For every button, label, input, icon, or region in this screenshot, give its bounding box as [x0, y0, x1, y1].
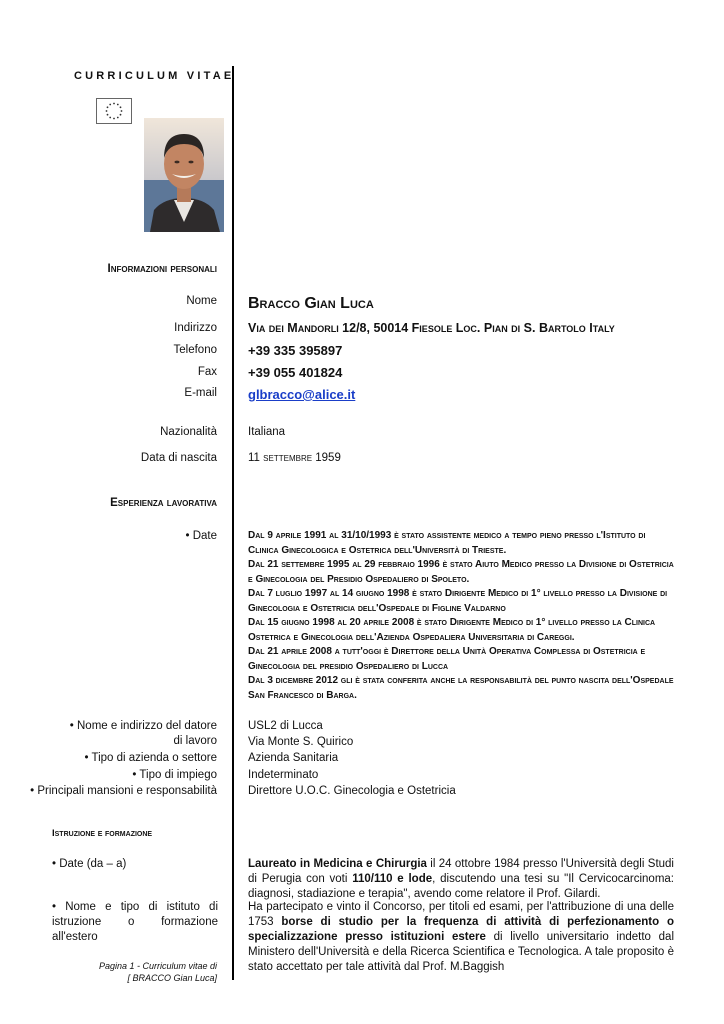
- cv-title: CURRICULUM VITAE: [74, 70, 235, 82]
- vertical-divider: [232, 66, 234, 980]
- education-scholarship-paragraph: [248, 900, 674, 975]
- phone-value: +39 335 395897: [248, 343, 343, 358]
- address-label: Indirizzo: [174, 322, 217, 334]
- eu-flag-icon: [96, 98, 132, 124]
- employer-name: USL2 di Lucca: [248, 720, 323, 732]
- education-date-label: • Date (da – a): [52, 858, 127, 870]
- email-label: E-mail: [184, 387, 217, 399]
- duties-value: Direttore U.O.C. Ginecologia e Ostetricia: [248, 785, 456, 797]
- experience-entry: Dal 21 settembre 1995 al 29 febbraio 1996 è stato Aiuto Medico presso la Divisione di Ostetricia e Ginecologia del Presidio Ospedaliero di Spoleto.: [248, 559, 674, 585]
- degree-text: il 24 ottobre 1984 presso l'Università degli Studi di Perugia con voti: [248, 858, 674, 885]
- birth-value: [248, 451, 341, 466]
- employer-label: • Nome e indirizzo del datore di lavoro: [69, 720, 217, 747]
- scholarship-rest: di livello universitario indetto dal Ministero dell'Università e della Ricerca Scientifica e Tecnologica. A tale proposito è stato accettato per tale attività dal Prof. M.Baggish: [248, 931, 675, 973]
- birth-year: 1959: [315, 452, 341, 464]
- experience-date-label: • Date: [185, 530, 217, 542]
- fax-value: +39 055 401824: [248, 365, 343, 380]
- footer-line-1: Pagina 1 - Curriculum vitae di: [98, 961, 217, 971]
- employer-address: Via Monte S. Quirico: [248, 736, 354, 748]
- phone-label: Telefono: [173, 344, 217, 356]
- duties-label: • Principali mansioni e responsabilità: [30, 785, 217, 797]
- fax-label: Fax: [197, 366, 217, 378]
- section-experience: Esperienza lavorativa: [110, 497, 217, 509]
- experience-entry: Dal 15 giugno 1998 al 20 aprile 2008 è stato Dirigente Medico di 1° livello presso la Clinica Ostetrica e Ginecologia dell'Azienda Ospedaliera Universitaria di Careggi.: [248, 617, 656, 643]
- profile-photo: [144, 118, 224, 232]
- experience-entry: Dal 3 dicembre 2012 gli è stata conferita anche la responsabilità del punto nascita dell'Ospedale San Francesco di Barga.: [248, 675, 674, 701]
- name-value: Bracco Gian Luca: [248, 295, 374, 312]
- experience-entries: [248, 529, 678, 703]
- scholarship-bold: borse di studio per la frequenza di attività di perfezionamento o specializzazione presso istituzioni estere: [248, 916, 674, 943]
- birth-month: settembre: [263, 452, 313, 464]
- section-personal-info: Informazioni personali: [107, 263, 217, 275]
- experience-entry: Dal 9 aprile 1991 al 31/10/1993 è stato assistente medico a tempo pieno presso l'Istituto di Clinica Ginecologica e Ostetrica dell'Università di Trieste.: [248, 530, 646, 556]
- footer-line-2: [ BRACCO Gian Luca]: [127, 973, 217, 983]
- education-institute-label: • Nome e tipo di istituto di istruzione o formazione all'estero: [52, 901, 218, 943]
- degree-grade: 110/110 e lode: [352, 873, 433, 885]
- degree-rest: , discutendo una tesi su "Il Cervicocarcinoma: diagnosi, stadiazione e terapia", avendo come relatore il Prof. Gilardi.: [248, 873, 674, 900]
- experience-entry: Dal 7 luglio 1997 al 14 giugno 1998 è stato Dirigente Medico di 1° livello presso la Divisione di Ginecologia e Ostetricia dell'Ospedale di Figline Valdarno: [248, 588, 668, 614]
- birth-day: 11: [248, 452, 260, 464]
- sector-label: • Tipo di azienda o settore: [84, 752, 217, 764]
- education-degree-paragraph: [248, 857, 674, 902]
- page-footer: [99, 960, 217, 984]
- job-type-value: Indeterminato: [248, 769, 319, 781]
- nationality-value: Italiana: [248, 426, 286, 438]
- job-type-label: • Tipo di impiego: [132, 769, 217, 781]
- name-label: Nome: [186, 295, 217, 307]
- address-value: Via dei Mandorli 12/8, 50014 Fiesole Loc. Pian di S. Bartolo Italy: [248, 321, 615, 335]
- email-link[interactable]: glbracco@alice.it: [248, 387, 356, 402]
- scholarship-text: Ha partecipato e vinto il Concorso, per titoli ed esami, per l'attribuzione di una delle 1753: [248, 901, 674, 928]
- sector-value: Azienda Sanitaria: [248, 752, 339, 764]
- nationality-label: Nazionalità: [160, 426, 217, 438]
- birth-label: Data di nascita: [140, 452, 217, 464]
- degree-title: Laureato in Medicina e Chirurgia: [248, 858, 427, 870]
- experience-entry: Dal 21 aprile 2008 a tutt'oggi è Direttore della Unità Operativa Complessa di Ostetricia e Ginecologia del presidio Ospedaliero di Lucca: [248, 646, 646, 672]
- section-education: Istruzione e formazione: [52, 828, 153, 839]
